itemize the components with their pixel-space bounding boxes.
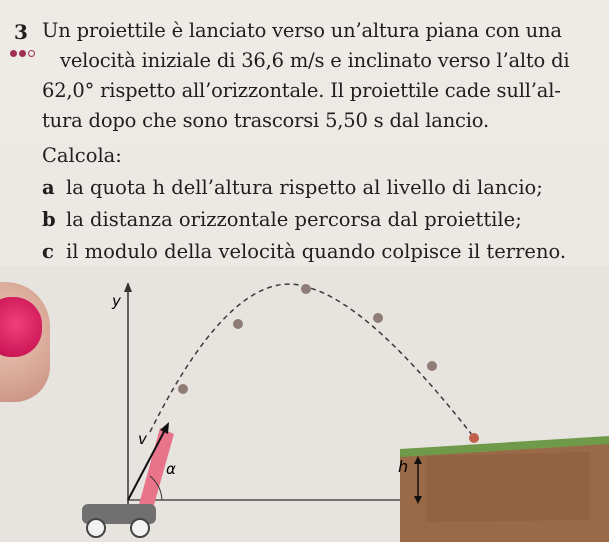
y-axis-label: y (112, 292, 121, 310)
question-text: la quota h dell’altura rispetto al livello di lancio; (66, 176, 543, 199)
projectile-ball-1 (178, 384, 188, 394)
hill-shade (426, 452, 590, 522)
question-letter: a (42, 176, 55, 199)
question-letter: b (42, 208, 56, 231)
projectile-ball-2 (233, 319, 243, 329)
velocity-label: v (138, 430, 147, 448)
statement-line-1: Un proiettile è lanciato verso un’altura piana con una (42, 19, 562, 42)
question-text: il modulo della velocità quando colpisce il terreno. (66, 240, 567, 263)
cart-wheel-right (131, 519, 149, 537)
height-label: h (398, 457, 409, 476)
question-text: la distanza orizzontale percorsa dal proiettile; (66, 208, 522, 231)
cart-wheel-left (87, 519, 105, 537)
angle-label: α (166, 460, 176, 478)
projectile-ball-4 (373, 313, 383, 323)
statement-line-3: 62,0° rispetto all’orizzontale. Il proiettile cade sull’al- (42, 79, 561, 102)
calc-label: Calcola: (42, 144, 122, 167)
question-letter: c (42, 240, 54, 263)
projectile-ball-5 (427, 361, 437, 371)
projectile-ball-3 (301, 284, 311, 294)
projectile-ball-impact (469, 433, 479, 443)
statement-line-2: velocità iniziale di 36,6 m/s e inclinato verso l’alto di (60, 49, 570, 72)
problem-number: 3 (14, 20, 28, 44)
statement-line-4: tura dopo che sono trascorsi 5,50 s dal lancio. (42, 109, 490, 132)
